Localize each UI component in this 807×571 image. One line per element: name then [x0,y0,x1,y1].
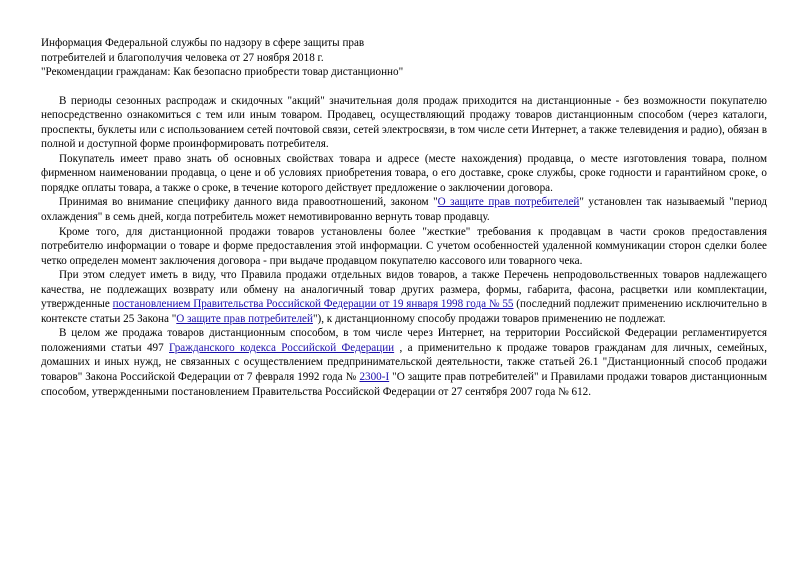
paragraph-5-text-c: "), к дистанционному способу продажи товаров применению не подлежат. [312,312,666,325]
civil-code-link[interactable]: Гражданского кодекса Российской Федерации [169,341,395,354]
paragraph-5 [41,268,767,326]
paragraph-3-text-a: Принимая во внимание специфику данного вида правоотношений, законом " [59,196,438,209]
document-header [41,36,767,80]
paragraph-3-text-b: " установлен так называемый "период охлаждения" в семь дней, когда потребитель может немотивированно вернуть товар продавцу. [41,196,767,224]
header-line-2: потребителей и благополучия человека от 27 ноября 2018 г. [41,51,324,64]
header-line-3: "Рекомендации гражданам: Как безопасно приобрести товар дистанционно" [41,66,404,79]
consumer-protection-law-link-2[interactable]: О защите прав потребителей [176,312,313,325]
consumer-protection-law-link[interactable]: О защите прав потребителей [437,196,580,209]
document-page [41,36,767,399]
paragraph-2: Покупатель имеет право знать об основных свойствах товара и адресе (месте нахождения) продавца, о месте изготовления товара, полном фирменном наименовании продавца, о цене и об условиях приобретения товара, о его доставке, сроке службы, сроке годности и гарантийном сроке, о порядке оплаты товара, а также о сроке, в течение которого действует предложение о заключении договора. [41,152,767,194]
government-decree-55-link[interactable]: постановлением Правительства Российской Федерации от 19 января 1998 года № 55 [112,298,514,311]
paragraph-5-text-b: (последний подлежит применению исключительно в контексте статьи 25 Закона " [41,298,767,325]
paragraph-6-text-a: В целом же продажа товаров дистанционным способом, в том числе через Интернет, на территории Российской Федерации регламентируется положениями статьи 497 [41,327,767,354]
paragraph-6-text-c: "О защите прав потребителей" и Правилами продажи товаров дистанционным способом, утвержденными постановлением Правительства Российской Федерации от 27 сентября 2007 года № 612. [41,371,767,398]
paragraph-5-text-a: При этом следует иметь в виду, что Правила продажи отдельных видов товаров, а также Перечень непродовольственных товаров надлежащего качества, не подлежащих возврату или обмену на аналогичный товар других размера, формы, габарита, фасона, расцветки или комплектации, утвержденные [41,269,767,311]
law-2300-1-link[interactable]: 2300-I [359,371,390,384]
paragraph-4: Кроме того, для дистанционной продажи товаров установлены более "жесткие" требования к продавцам в части сроков предоставления потребителю информации о товаре и форме предоставления этой информации. С учетом особенностей удаленной коммуникации сторон сделки более четко определен момент заключения договора - при выдаче продавцом покупателю кассового или товарного чека. [41,225,767,267]
paragraph-6-text-b: , а применительно к продаже товаров гражданам для личных, семейных, домашних и иных нужд, не связанных с осуществлением предпринимательской деятельности, также статьей 26.1 "Дистанционный способ продажи товаров" Закона Российской Федерации от 7 февраля 1992 года № [41,341,767,384]
paragraph-3 [41,195,767,224]
paragraph-1: В периоды сезонных распродаж и скидочных "акций" значительная доля продаж приходится на дистанционные - без возможности покупателю непосредственно ознакомиться с тем или иным товаром. Продавец, осуществляющий продажу товаров дистанционным способом (через каталоги, проспекты, буклеты или с использованием сетей почтовой связи, сетей электросвязи, в том числе сети Интернет, а также телевидения и радио), обязан в полной и доступной форме проинформировать потребителя. [41,94,767,151]
header-line-1: Информация Федеральной службы по надзору в сфере защиты прав [41,37,365,49]
paragraph-6 [41,326,767,399]
